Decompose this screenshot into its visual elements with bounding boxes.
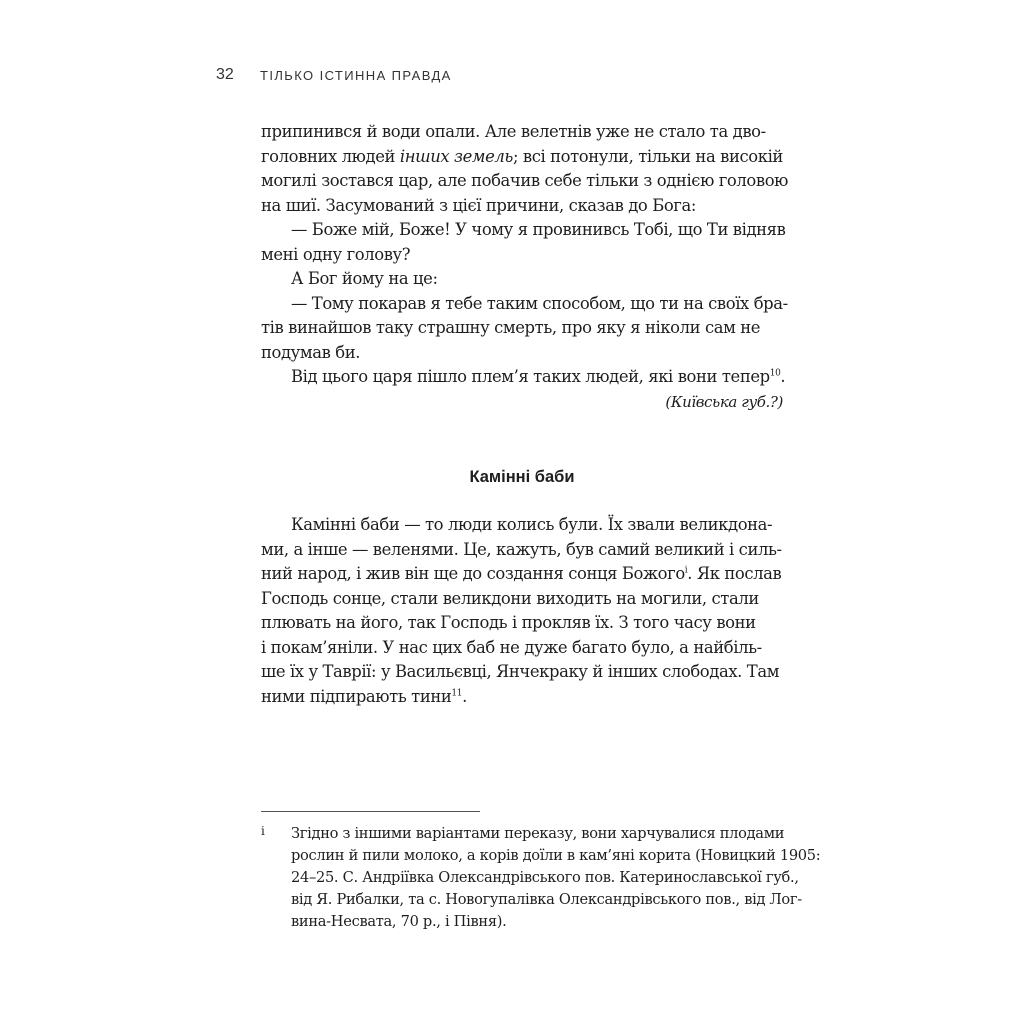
text-line: плювать на його, так Господь і прокляв їх. З того часу вони <box>261 613 756 632</box>
text-line: подумав би. <box>261 342 361 362</box>
footnote-line: від Я. Рибалки, та с. Новогупалівка Олександрівського пов., від Лог- <box>291 891 802 908</box>
text-line: мені одну голову? <box>261 244 411 264</box>
footnote-marker: i <box>261 824 265 838</box>
text-line: Від цього царя пішло плем’я таких людей, які вони тепер$^{10}$. <box>291 367 786 386</box>
footnote-ref: 10 <box>769 368 781 379</box>
text-line: тів винайшов таку страшну смерть, про яку я ніколи сам не <box>261 318 761 337</box>
text-line: ше їх у Таврії: у Васильєвці, Янчекраку й інших слободах. Там <box>261 662 780 681</box>
story-continuation <box>261 120 789 414</box>
page-number: 32 <box>216 66 234 83</box>
text-line: на шиї. Засумований з цієї причини, сказав до Бога: <box>261 195 696 215</box>
text-line: могилі зостався цар, але побачив себе тільки з однією головою <box>261 171 789 190</box>
text-line: ми, а інше — веленями. Це, кажуть, був самий великий і силь- <box>261 539 782 559</box>
text-line: ний народ, і жив він ще до создання сонця Божого$^i$. Як послав <box>261 564 782 583</box>
text-line: Господь сонце, стали великдони виходить на могили, стали <box>261 588 759 608</box>
running-title: ТІЛЬКО ІСТИННА ПРАВДА <box>260 68 452 83</box>
section-title: Камінні баби <box>469 468 575 486</box>
text-line: Камінні баби — то люди колись були. Їх звали великдона- <box>291 515 773 534</box>
text-line: головних людей інших земель; всі потонули, тільки на високій <box>261 146 783 166</box>
text-line: ними підпирають тини$^{11}$. <box>261 686 467 706</box>
italic-phrase: інших земель <box>399 146 513 166</box>
footnote-text <box>291 823 821 933</box>
text-line: — Тому покарав я тебе таким способом, що ти на своїх бра- <box>291 293 788 313</box>
footnote-ref: i <box>684 565 688 576</box>
footnote-line: 24–25. С. Андріївка Олександрівського пов. Катеринославської губ., <box>291 869 799 886</box>
footnote-divider <box>261 811 480 812</box>
text-line: і покам’яніли. У нас цих баб не дуже багато було, а найбіль- <box>261 637 762 657</box>
footnote-ref: 11 <box>451 688 463 699</box>
text-line: — Боже мій, Боже! У чому я провинивсь Тобі, що Ти відняв <box>291 220 786 239</box>
source-attribution: (Київська губ.?) <box>665 392 783 411</box>
text-line: припинився й води опали. Але велетнів уже не стало та дво- <box>261 122 766 141</box>
footnote-line: Згідно з іншими варіантами переказу, вони харчувалися плодами <box>291 825 785 842</box>
footnote-line: вина-Несвата, 70 р., і Півня). <box>291 913 507 930</box>
text-line: А Бог йому на це: <box>291 269 438 288</box>
page-header <box>216 66 796 86</box>
story-body <box>261 513 783 709</box>
footnote-line: рослин й пили молоко, а корів доїли в кам’яні корита (Новицкий 1905: <box>291 847 821 864</box>
